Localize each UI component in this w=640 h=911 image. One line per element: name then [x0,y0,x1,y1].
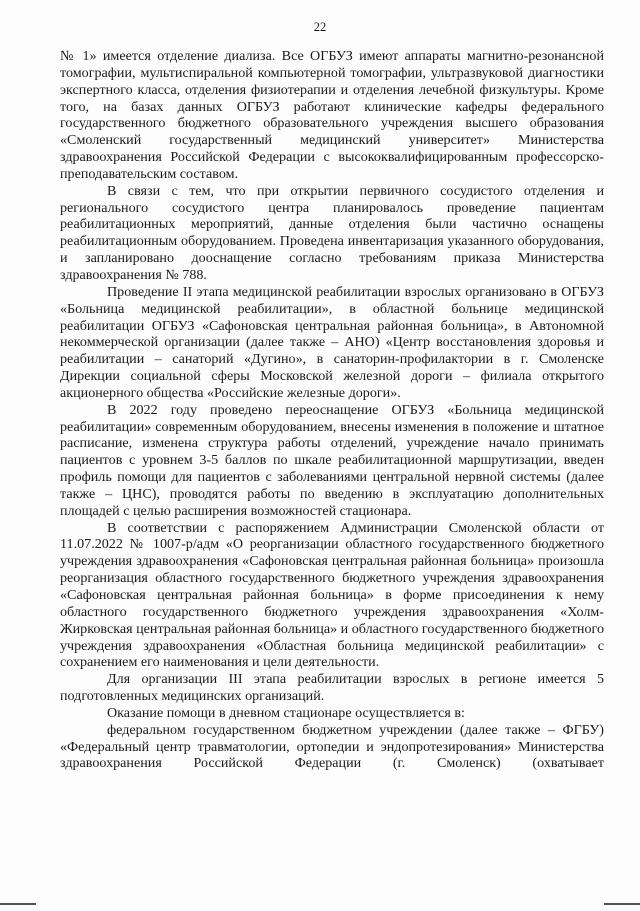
document-body [60,48,604,772]
paragraph-5: В соответствии с распоряжением Администрации Смоленской области от 11.07.2022 № 1007-р/адм «О реорганизации областного государственного бюджетного учреждения здравоохранения «Сафоновская центральная районная больница» произошла реорганизация областного государственного бюджетного учреждения здравоохранения «Сафоновская центральная районная больница» в форме присоединения к нему областного государственного бюджетного учреждения здравоохранения «Холм-Жирковская центральная районная больница» и областного государственного бюджетного учреждения здравоохранения «Областная больница медицинской реабилитации» с сохранением его наименования и цели деятельности. [60,519,604,671]
paragraph-6: Для организации III этапа реабилитации взрослых в регионе имеется 5 подготовленных медицинских организаций. [60,671,604,705]
paragraph-4: В 2022 году проведено переоснащение ОГБУЗ «Больница медицинской реабилитации» современным оборудованием, внесены изменения в положение и штатное расписание, изменена структура работы отделений, учреждение начало принимать пациентов с уровнем 3-5 баллов по шкале реабилитационной маршрутизации, введен профиль помощи для пациентов с заболеваниями центральной нервной системы (далее также – ЦНС), проводятся работы по введению в эксплуатацию дополнительных площадей с целью расширения возможностей стационара. [60,401,604,519]
paragraph-3: Проведение II этапа медицинской реабилитации взрослых организовано в ОГБУЗ «Больница медицинской реабилитации», в областной больнице медицинской реабилитации ОГБУЗ «Сафоновская центральная районная больница», в Автономной некоммерческой организации (далее также – АНО) «Центр восстановления здоровья и реабилитации – санаторий «Дугино», в санаторин-профилактории в г. Смоленске Дирекции социальной сферы Московской железной дороги – филиала открытого акционерного общества «Российские железные дороги». [60,283,604,401]
paragraph-8: федеральном государственном бюджетном учреждении (далее также – ФГБУ) «Федеральный центр травматологии, ортопедии и эндопротезирования» Министерства здравоохранения Российской Федерации (г. Смоленск) (охватывает [60,721,604,772]
paragraph-7: Оказание помощи в дневном стационаре осуществляется в: [107,704,465,721]
scan-edge-mark-right [604,903,640,905]
paragraph-2: В связи с тем, что при открытии первичного сосудистого отделения и регионального сосудистого центра планировалось проведение пациентам реабилитационных мероприятий, данные отделения были частично оснащены реабилитационным оборудованием. Проведена инвентаризация указанного оборудования, и запланировано дооснащение согласно требованиям приказа Министерства здравоохранения № 788. [60,182,604,283]
paragraph-1: № 1» имеется отделение диализа. Все ОГБУЗ имеют аппараты магнитно-резонансной томографии, мультиспиральной компьютерной томографии, ультразвуковой диагностики экспертного класса, отделения физиотерапии и отделения лечебной физкультуры. Кроме того, на базах данных ОГБУЗ работают клинические кафедры федерального государственного бюджетного образовательного учреждения высшего образования «Смоленский государственный медицинский университет» Министерства здравоохранения Российской Федерации с высококвалифицированным профессорско-преподавательским составом. [60,48,604,182]
page-number: 22 [313,20,327,34]
scan-edge-mark-left [0,903,36,905]
